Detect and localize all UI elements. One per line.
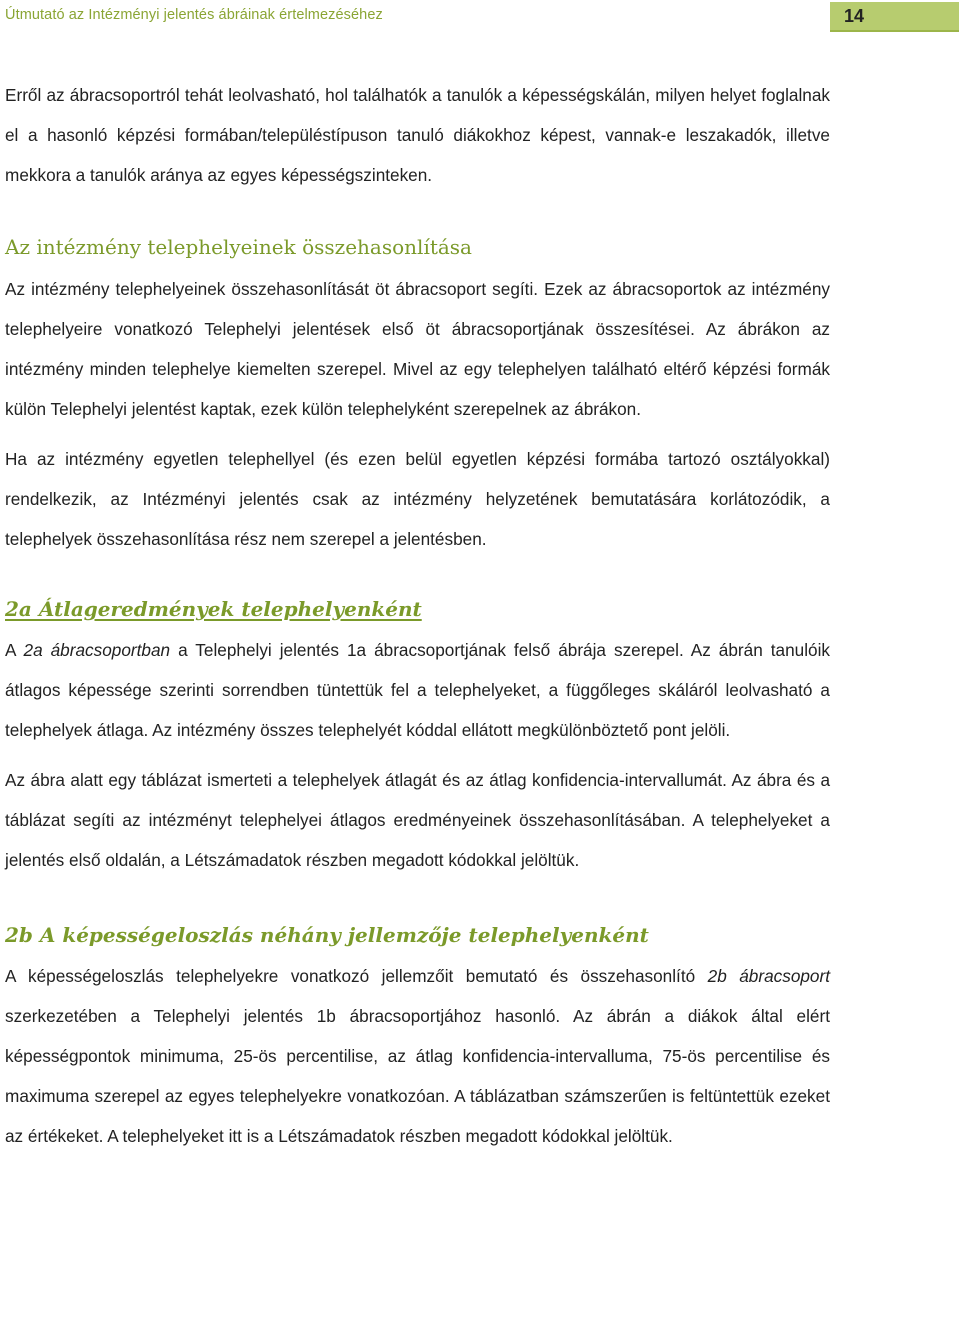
section-heading: Az intézmény telephelyeinek összehasonlítása <box>5 235 472 259</box>
page-number: 14 <box>844 6 865 26</box>
subsection-heading-2b: 2b A képességeloszlás néhány jellemzője telephelyenként <box>5 923 649 947</box>
document-body <box>5 75 830 1156</box>
intro-paragraph: Erről az ábracsoportról tehát leolvasható, hol találhatók a tanulók a képességskálán, milyen helyet foglalnak el a hasonló képzési formában/településtípuson tanuló diákokhoz képest, vannak-e leszakadók, illetve mekkora a tanulók aránya az egyes képességszinteken. <box>5 85 830 185</box>
running-title: Útmutató az Intézményi jelentés ábráinak értelmezéséhez <box>5 7 383 23</box>
page-number-box <box>830 2 959 32</box>
paragraph-2b-start: A képességeloszlás telephelyekre vonatkozó jellemzőit bemutató és összehasonlító <box>5 966 708 986</box>
paragraph-2a-rest: a Telephelyi jelentés 1a ábracsoportjának felső ábrája szerepel. Az ábrán tanulóik átlagos képessége szerinti sorrendben tüntettük fel a telephelyeket, a függőleges skáláról leolvasható a telephelyek átlaga. Az intézmény összes telephelyét kóddal ellátott megkülönböztető pont jelöli. <box>5 640 830 740</box>
paragraph-2a-table: Az ábra alatt egy táblázat ismerteti a telephelyek átlagát és az átlag konfidencia-intervallumát. Az ábra és a táblázat segíti az intézményt telephelyei átlagos eredményeinek összehasonlításában. A telephelyeket a jelentés első oldalán, a Létszámadatok részben megadott kódokkal jelöltük. <box>5 770 830 870</box>
paragraph-2a <box>5 630 830 750</box>
paragraph-comparison: Az intézmény telephelyeinek összehasonlítását öt ábracsoport segíti. Ezek az ábracsoportok az intézmény telephelyeire vonatkozó Telephelyi jelentések első öt ábracsoportjának összesítései. Az ábrákon az intézmény minden telephelye kiemelten szerepel. Mivel az egy telephelyen található eltérő képzési formák külön Telephelyi jelentést kaptak, ezek külön telephelyként szerepelnek az ábrákon. <box>5 279 830 419</box>
paragraph-2a-start: A <box>5 640 24 660</box>
paragraph-single-site: Ha az intézmény egyetlen telephellyel (és ezen belül egyetlen képzési formába tartozó osztályokkal) rendelkezik, az Intézményi jelentés csak az intézmény helyzetének bemutatására korlátozódik, a telephelyek összehasonlítása rész nem szerepel a jelentésben. <box>5 449 830 549</box>
paragraph-2b-rest: szerkezetében a Telephelyi jelentés 1b ábracsoportjához hasonló. Az ábrán a diákok által elért képességpontok minimuma, 25-ös percentilise, az átlag konfidencia-intervalluma, 75-ös percentilise és maximuma szerepel az egyes telephelyekre vonatkozóan. A táblázatban számszerűen is feltüntettük ezeket az értékeket. A telephelyeket itt is a Létszámadatok részben megadott kódokkal jelöltük. <box>5 1006 830 1146</box>
paragraph-2b-emphasis: 2b ábracsoport <box>707 966 830 986</box>
page-header <box>0 0 960 34</box>
subsection-heading-2a: 2a Átlageredmények telephelyenként <box>5 597 422 621</box>
paragraph-2b <box>5 956 830 1156</box>
paragraph-2a-emphasis: 2a ábracsoportban <box>23 640 171 660</box>
